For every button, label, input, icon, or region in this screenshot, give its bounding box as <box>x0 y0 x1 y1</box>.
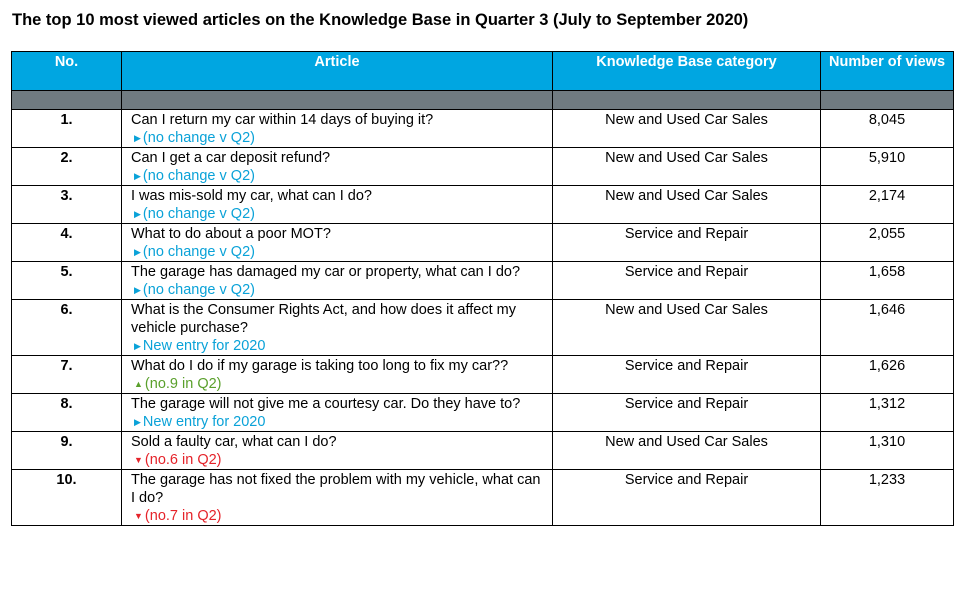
row-number: 4. <box>12 224 122 262</box>
row-number: 5. <box>12 262 122 300</box>
table-row <box>12 262 954 300</box>
rank-change-text: (no.7 in Q2) <box>144 508 222 524</box>
category-cell: Service and Repair <box>553 394 821 432</box>
article-title[interactable]: Sold a faulty car, what can I do? <box>131 434 337 450</box>
table-row <box>12 394 954 432</box>
article-cell <box>122 356 553 394</box>
row-number: 7. <box>12 356 122 394</box>
article-cell <box>122 110 553 148</box>
row-number: 3. <box>12 186 122 224</box>
category-cell: Service and Repair <box>553 470 821 526</box>
header-article: Article <box>122 52 553 91</box>
up-triangle-icon: ▲ <box>134 379 143 389</box>
rank-change-text: (no.6 in Q2) <box>144 452 222 468</box>
article-cell <box>122 148 553 186</box>
right-triangle-icon: ▶ <box>134 133 141 143</box>
band-cell <box>122 91 553 110</box>
rank-change-text: (no change v Q2) <box>142 244 255 260</box>
table-row <box>12 432 954 470</box>
right-triangle-icon: ▶ <box>134 417 141 427</box>
right-triangle-icon: ▶ <box>134 247 141 257</box>
category-cell: New and Used Car Sales <box>553 300 821 356</box>
views-cell: 1,626 <box>821 356 954 394</box>
rank-change-text: (no change v Q2) <box>142 282 255 298</box>
table-row <box>12 148 954 186</box>
rank-change <box>131 167 544 185</box>
table-row <box>12 224 954 262</box>
top-articles-table <box>11 51 954 526</box>
article-cell <box>122 224 553 262</box>
article-title[interactable]: What is the Consumer Rights Act, and how does it affect my vehicle purchase? <box>131 302 516 336</box>
article-title[interactable]: I was mis-sold my car, what can I do? <box>131 188 372 204</box>
row-number: 1. <box>12 110 122 148</box>
article-cell <box>122 432 553 470</box>
rank-change-text: (no change v Q2) <box>142 206 255 222</box>
row-number: 2. <box>12 148 122 186</box>
band-cell <box>553 91 821 110</box>
row-number: 8. <box>12 394 122 432</box>
band-cell <box>12 91 122 110</box>
article-title[interactable]: What do I do if my garage is taking too long to fix my car?? <box>131 358 509 374</box>
header-no: No. <box>12 52 122 91</box>
table-row <box>12 356 954 394</box>
row-number: 6. <box>12 300 122 356</box>
rank-change <box>131 337 544 355</box>
right-triangle-icon: ▶ <box>134 341 141 351</box>
views-cell: 2,055 <box>821 224 954 262</box>
article-cell <box>122 300 553 356</box>
rank-change-text: New entry for 2020 <box>142 414 266 430</box>
views-cell: 1,310 <box>821 432 954 470</box>
article-cell <box>122 394 553 432</box>
article-title[interactable]: The garage has damaged my car or property, what can I do? <box>131 264 521 280</box>
table-row <box>12 186 954 224</box>
table-row <box>12 470 954 526</box>
rank-change <box>131 129 544 147</box>
rank-change <box>131 413 544 431</box>
right-triangle-icon: ▶ <box>134 171 141 181</box>
rank-change <box>131 281 544 299</box>
table-row <box>12 110 954 148</box>
rank-change <box>131 507 544 525</box>
right-triangle-icon: ▶ <box>134 209 141 219</box>
views-cell: 1,233 <box>821 470 954 526</box>
article-title[interactable]: What to do about a poor MOT? <box>131 226 331 242</box>
category-cell: Service and Repair <box>553 356 821 394</box>
views-cell: 1,658 <box>821 262 954 300</box>
down-triangle-icon: ▼ <box>134 455 143 465</box>
header-category: Knowledge Base category <box>553 52 821 91</box>
category-cell: New and Used Car Sales <box>553 148 821 186</box>
page-title: The top 10 most viewed articles on the Knowledge Base in Quarter 3 (July to September 2020) <box>12 11 749 29</box>
views-cell: 1,646 <box>821 300 954 356</box>
article-cell <box>122 262 553 300</box>
category-cell: New and Used Car Sales <box>553 110 821 148</box>
header-band-row <box>12 91 954 110</box>
table-header-row <box>12 52 954 91</box>
views-cell: 5,910 <box>821 148 954 186</box>
rank-change-text: New entry for 2020 <box>142 338 266 354</box>
rank-change-text: (no change v Q2) <box>142 168 255 184</box>
table-row <box>12 300 954 356</box>
header-views: Number of views <box>821 52 954 91</box>
views-cell: 8,045 <box>821 110 954 148</box>
down-triangle-icon: ▼ <box>134 511 143 521</box>
category-cell: New and Used Car Sales <box>553 186 821 224</box>
views-cell: 1,312 <box>821 394 954 432</box>
row-number: 10. <box>12 470 122 526</box>
row-number: 9. <box>12 432 122 470</box>
rank-change <box>131 243 544 261</box>
band-cell <box>821 91 954 110</box>
article-cell <box>122 470 553 526</box>
rank-change <box>131 375 544 393</box>
rank-change <box>131 205 544 223</box>
category-cell: Service and Repair <box>553 262 821 300</box>
category-cell: Service and Repair <box>553 224 821 262</box>
rank-change-text: (no change v Q2) <box>142 130 255 146</box>
article-title[interactable]: Can I get a car deposit refund? <box>131 150 331 166</box>
article-title[interactable]: The garage has not fixed the problem with my vehicle, what can I do? <box>131 472 541 506</box>
article-title[interactable]: Can I return my car within 14 days of buying it? <box>131 112 434 128</box>
rank-change <box>131 451 544 469</box>
views-cell: 2,174 <box>821 186 954 224</box>
article-title[interactable]: The garage will not give me a courtesy car. Do they have to? <box>131 396 521 412</box>
right-triangle-icon: ▶ <box>134 285 141 295</box>
article-cell <box>122 186 553 224</box>
rank-change-text: (no.9 in Q2) <box>144 376 222 392</box>
category-cell: New and Used Car Sales <box>553 432 821 470</box>
